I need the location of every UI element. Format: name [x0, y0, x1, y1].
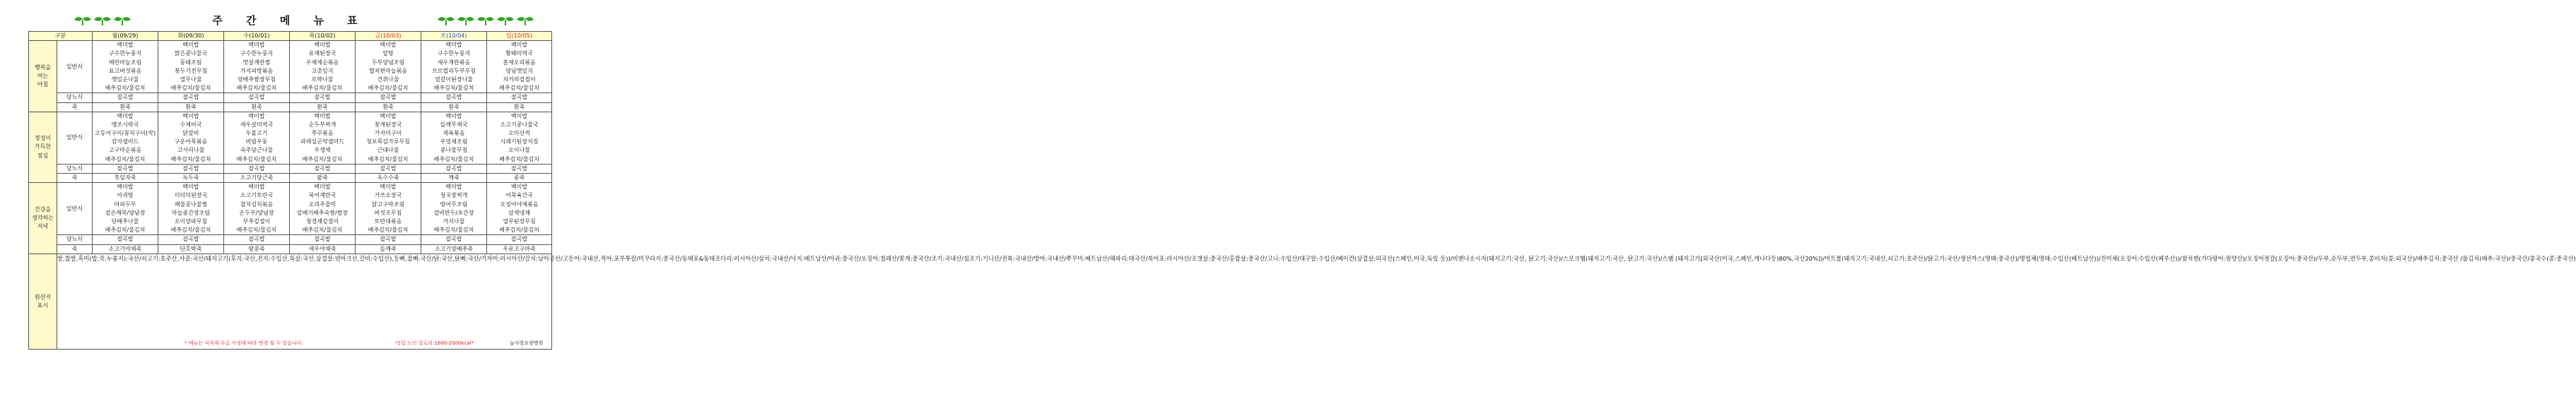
diabetic-label: 당뇨식 [57, 93, 93, 102]
porridge-cell: 들깨죽 [356, 244, 421, 254]
meal-kind-label: 일반식 [57, 112, 93, 164]
diabetic-cell: 잡곡밥 [487, 235, 552, 244]
menu-item: 감자샐러드 [111, 138, 139, 145]
porridge-row [29, 102, 552, 112]
menu-item: 마파두부 [114, 201, 136, 208]
menu-item: 배추김치/물김치 [368, 155, 409, 162]
menu-item: 청경채겉절이 [305, 218, 339, 225]
meal-main-row [29, 183, 552, 235]
porridge-row [29, 244, 552, 254]
porridge-row [29, 174, 552, 183]
menu-item: 두부양념조림 [371, 59, 405, 66]
menu-item: 배추김치/물김치 [499, 227, 539, 234]
porridge-cell: 흰죽 [356, 102, 421, 112]
menu-cell [158, 41, 224, 93]
menu-item: 배추김치/물김치 [433, 85, 474, 92]
menu-item: 어묵육간국 [505, 192, 533, 199]
menu-item: 배추김치/물김치 [170, 155, 211, 162]
menu-item: 황태미역국 [505, 50, 533, 57]
diabetic-cell: 잡곡밥 [158, 93, 224, 102]
menu-item: 훈제오리볶음 [503, 59, 536, 66]
day-header: 목(10/02) [290, 32, 356, 41]
porridge-cell: 소고기양배추죽 [421, 244, 487, 254]
menu-item: 배추김치/물김치 [499, 155, 539, 162]
menu-item: 쭈꾸볶음 [311, 130, 334, 137]
menu-item: 배추김치/물김치 [236, 155, 277, 162]
porridge-cell: 팥죽 [290, 174, 356, 183]
diabetic-cell: 잡곡밥 [356, 164, 421, 173]
menu-item: 배추김치/물김치 [170, 227, 211, 234]
day-header: 수(10/01) [224, 32, 290, 41]
calorie-note: *1일 노인 칼로리:1600-2000kcal* [395, 340, 474, 346]
menu-item: 오징어야채볶음 [500, 201, 539, 208]
day-header: 금(10/03) [356, 32, 421, 41]
menu-item: 배추김치/물김치 [170, 85, 211, 92]
menu-cell [290, 112, 356, 164]
menu-cell [487, 183, 552, 235]
menu-item: 백미밥 [445, 184, 462, 191]
diabetic-cell: 잡곡밥 [421, 93, 487, 102]
menu-item: 메란마늘조림 [108, 59, 142, 66]
sprout-icon [478, 16, 493, 25]
menu-cell [93, 41, 158, 93]
menu-item: 구수한누룽지 [108, 50, 142, 57]
meal-name: 행복을 여는 아침 [29, 41, 57, 112]
menu-item: 배추김치/물김치 [236, 227, 277, 234]
diabetic-row [29, 235, 552, 244]
footer [57, 339, 551, 349]
menu-cell [224, 112, 290, 164]
menu-cell [93, 183, 158, 235]
sprout-icon [438, 16, 454, 25]
porridge-cell: 땅콩죽 [224, 244, 290, 254]
menu-item: 우생채 [314, 147, 331, 154]
menu-item: 건취나물 [377, 76, 399, 83]
menu-item: 백미밥 [182, 184, 199, 191]
menu-item: 치커리겉절이 [503, 76, 536, 83]
menu-cell [356, 41, 421, 93]
menu-cell [421, 183, 487, 235]
diabetic-cell: 잡곡밥 [356, 93, 421, 102]
porridge-cell: 흰죽 [224, 102, 290, 112]
porridge-cell: 깨죽 [421, 174, 487, 183]
menu-item: 꽃게된장국 [374, 121, 402, 128]
diabetic-row [29, 93, 552, 102]
menu-item: 로박나물 [311, 76, 334, 83]
menu-item: 마늘종간장조림 [171, 209, 211, 216]
menu-cell [421, 41, 487, 93]
diabetic-cell: 잡곡밥 [290, 235, 356, 244]
porridge-cell: 흰죽 [158, 102, 224, 112]
menu-item: 미더덕된장국 [174, 192, 208, 199]
menu-item: 구운어묵볶음 [174, 138, 208, 145]
porridge-cell: 녹두죽 [158, 174, 224, 183]
menu-cell [158, 183, 224, 235]
menu-cell [158, 112, 224, 164]
menu-item: 청포묵김가루무침 [366, 138, 410, 145]
porridge-cell: 흑임자죽 [93, 174, 158, 183]
organization-name: 늘사랑요양병원 [510, 340, 544, 346]
day-header: 토(10/04) [421, 32, 487, 41]
menu-item: 백미밥 [510, 184, 528, 191]
menu-item: 백미밥 [117, 42, 134, 49]
sprout-decoration-right [438, 16, 533, 25]
porridge-cell: 새우야채죽 [290, 244, 356, 254]
menu-item: 우엉채조림 [440, 138, 468, 145]
diabetic-cell: 잡곡밥 [158, 235, 224, 244]
menu-item: 양념깻잎지 [505, 67, 533, 74]
porridge-cell: 콩죽 [487, 174, 552, 183]
diabetic-cell: 잡곡밥 [224, 93, 290, 102]
menu-item: 제육볶음 [443, 130, 465, 137]
menu-item: 우채제순볶음 [305, 59, 339, 66]
menu-item: 수제비국 [180, 121, 202, 128]
menu-item: 표고버섯볶음 [108, 67, 142, 74]
header-corner: 구분 [29, 32, 93, 41]
porridge-cell: 단호박죽 [158, 244, 224, 254]
menu-item: 동태조림 [180, 59, 202, 66]
menu-item: 유채된장국 [308, 50, 336, 57]
menu-item: 깻잎순나물 [111, 76, 139, 83]
menu-item: 갈비만두/초간장 [433, 209, 474, 216]
menu-cell [290, 183, 356, 235]
menu-item: 열무나물 [180, 76, 202, 83]
menu-item: 오리주물럭 [308, 201, 336, 208]
menu-item: 아귀탕 [117, 192, 134, 199]
porridge-cell: 흰죽 [93, 102, 158, 112]
porridge-cell: 흰죽 [487, 102, 552, 112]
porridge-cell: 우유고구마죽 [487, 244, 552, 254]
menu-item: 단배추나물 [111, 218, 139, 225]
menu-item: 배추김치/물김치 [302, 155, 343, 162]
menu-cell [290, 41, 356, 93]
menu-item: 오이나물 [508, 147, 530, 154]
menu-item: 배추김치/물김치 [105, 155, 146, 162]
menu-item: 백미밥 [182, 42, 199, 49]
menu-item: 고춧잎지 [311, 67, 334, 74]
menu-item: 배추김치/물김치 [499, 85, 539, 92]
menu-item: 가쓰오장국 [374, 192, 402, 199]
menu-item: 소고기콩나물국 [500, 121, 539, 128]
menu-item: 오미산적 [508, 130, 530, 137]
menu-item: 소고기토란국 [240, 192, 274, 199]
diabetic-label: 당뇨식 [57, 164, 93, 173]
menu-item: 백미밥 [248, 42, 265, 49]
meal-name: 건강을 생각하는 저녁 [29, 183, 57, 254]
diabetic-cell: 잡곡밥 [290, 164, 356, 173]
menu-cell [93, 112, 158, 164]
porridge-cell: 흰죽 [290, 102, 356, 112]
sprout-icon [498, 16, 513, 25]
diabetic-cell: 잡곡밥 [290, 93, 356, 102]
diabetic-cell: 잡곡밥 [421, 235, 487, 244]
diabetic-cell: 잡곡밥 [158, 164, 224, 173]
menu-item: 맑은콩나물국 [174, 50, 208, 57]
menu-item: 알탕 [382, 50, 394, 57]
diabetic-cell: 잡곡밥 [224, 235, 290, 244]
menu-item: 백미밥 [314, 112, 331, 119]
menu-item: 백미밥 [510, 112, 528, 119]
menu-item: 배추김치/물김치 [236, 85, 277, 92]
menu-item: 배추김치/물김치 [302, 227, 343, 234]
menu-item: 가지피망볶음 [240, 67, 274, 74]
menu-item: 백미밥 [314, 184, 331, 191]
sprout-icon [517, 16, 533, 25]
meal-kind-label: 일반식 [57, 183, 93, 235]
porridge-cell: 옥수수죽 [356, 174, 421, 183]
menu-item: 백미밥 [510, 42, 528, 49]
menu-item: 백미밥 [314, 42, 331, 49]
menu-cell [224, 41, 290, 93]
menu-item: 청국장찌개 [440, 192, 468, 199]
menu-item: 부추겉절이 [242, 218, 271, 225]
menu-item: 백미밥 [248, 184, 265, 191]
menu-item: 해물콩나물찜 [174, 201, 208, 208]
menu-item: 찹치김치볶음 [240, 201, 274, 208]
origin-text-body: 쌀,찹쌀,흑미(밥,죽,누룽지):국산/쇠고기:호주산,사골:국산/돼지고기(후지:국산,전지:수입산,목살:국산,삼겹살:덴마크산,갈비:수입산),등뼈,잡뼈:국산/닭:국산,닭뼈:국산/가자미:러시아산/갈치:남아공산/고등어:국내산,적어:포루투칼/미꾸라지:중국산/동태포&동태조다리:러시아산/삼치:국내산/낙지:베트남산/아귀:중국산/오징어:칠레산/꽃게:중국산/조기:국내산/침조기:기니산/전복:국내산/방어:국내산/쭈꾸미:베트남산/해파리:태국산/북어포:러시아산/조갯살:중국산/홍합살:중국산/고니:수입산/대구알:수입산/베이컨(삼겹살:외국산(스페인,미국,독일 등))/비엔나소시지(돼지고기:국산, 닭고기:국산)/스모크햄(돼지고기:국산, 닭고기:국산)/스팸 (돼지고기[외국산(미국,스페인,캐나다등)80%,국산20%])/미트볼(돼지고기:국내산,쇠고기:호주산)/닭고기:국산/생선까스(명태:중국산)/명엽채(명태:수입산(베트남산))/진미채(오징어:수입산(페루산))/참치캔(가다랑어:원양산)/오징어젓갈(오징어:중국산)/두부,순두부,연두부,콩비지(콩:외국산)/배추김치:중국산 /물김치(배추:국산)/중국산/콩국수(콩:중국산) [57, 254, 2576, 262]
menu-item: 배추김치/물김치 [368, 85, 409, 92]
menu-item: 얼갈이된장나물 [434, 76, 474, 83]
menu-change-note: * 메뉴는 식자재 수급 사정에 따라 변경 될 수 있습니다. [185, 340, 303, 346]
menu-item: 삼색냉채 [508, 209, 530, 216]
menu-item: 가지나물 [443, 218, 465, 225]
menu-item: 백미밥 [248, 112, 265, 119]
menu-item: 들깨무채국 [440, 121, 468, 128]
day-header: 월(09/29) [93, 32, 158, 41]
origin-label: 원산지 표시 [29, 254, 57, 349]
menu-item: 백미밥 [380, 184, 397, 191]
menu-item: 새우계란볶음 [437, 59, 471, 66]
menu-item: 가자미구이 [374, 130, 402, 137]
menu-item: 알배기배추숙쌈/쌈장 [296, 209, 349, 216]
diabetic-cell: 잡곡밥 [487, 93, 552, 102]
origin-row [29, 254, 552, 349]
diabetic-cell: 잡곡밥 [93, 164, 158, 173]
porridge-cell: 소고기야채죽 [93, 244, 158, 254]
menu-item: 검은깨묵/양념장 [105, 209, 146, 216]
weekly-menu-table [28, 31, 2576, 350]
sprout-icon [458, 16, 474, 25]
menu-item: 파래실곤약샐러드 [300, 138, 344, 145]
day-header: 화(09/30) [158, 32, 224, 41]
menu-item: 고사리나물 [177, 147, 205, 154]
page-title: 주 간 메 뉴 표 [212, 14, 368, 27]
porridge-label: 죽 [57, 174, 93, 183]
menu-item: 오이양파무침 [174, 218, 208, 225]
meal-main-row [29, 41, 552, 93]
page-header [28, 11, 551, 30]
menu-item: 숙주당근나물 [240, 147, 274, 154]
menu-item: 백미밥 [380, 112, 397, 119]
diabetic-cell: 잡곡밥 [93, 93, 158, 102]
menu-item: 맛살계란찜 [242, 59, 271, 66]
day-header: 일(10/05) [487, 32, 552, 41]
origin-text [57, 254, 2576, 349]
diabetic-cell: 잡곡밥 [487, 164, 552, 173]
menu-item: 백미밥 [117, 112, 134, 119]
diabetic-cell: 잡곡밥 [421, 164, 487, 173]
menu-item: 고등어구이/꽁치구이(작) [94, 130, 156, 137]
menu-item: 구수한누룽지 [240, 50, 274, 57]
menu-item: 백미밥 [117, 184, 134, 191]
menu-item: 양배추쌈장무침 [237, 76, 276, 83]
header-row [29, 32, 552, 41]
menu-item: 백미밥 [182, 112, 199, 119]
meal-kind-label: 일반식 [57, 41, 93, 93]
menu-item: 버섯조무침 [374, 209, 402, 216]
diabetic-cell: 잡곡밥 [224, 164, 290, 173]
menu-cell [356, 112, 421, 164]
porridge-label: 죽 [57, 244, 93, 254]
menu-item: 배추김치/물김치 [433, 155, 474, 162]
menu-item: 비빔우동 [245, 138, 268, 145]
menu-item: 우볼고기 [245, 130, 268, 137]
menu-item: 배추김치/물김치 [105, 85, 146, 92]
menu-item: 근대나물 [377, 147, 399, 154]
menu-item: 배추김치/물김치 [433, 227, 474, 234]
menu-item: 온두부/양념장 [239, 209, 274, 216]
meal-main-row [29, 112, 552, 164]
menu-item: 배추김치/물김치 [302, 85, 343, 92]
menu-item: 백미밥 [445, 112, 462, 119]
menu-item: 구수한누룽지 [437, 50, 471, 57]
meal-name: 정성이 가득한 점심 [29, 112, 57, 183]
menu-item: 닭갈비 [182, 130, 199, 137]
menu-item: 고구마순볶음 [108, 147, 142, 154]
menu-cell [487, 41, 552, 93]
diabetic-cell: 잡곡밥 [93, 235, 158, 244]
diabetic-cell: 잡곡밥 [356, 235, 421, 244]
menu-cell [487, 112, 552, 164]
menu-item: 브로컬리두부무침 [432, 67, 476, 74]
diabetic-row [29, 164, 552, 173]
porridge-cell: 소고기당근죽 [224, 174, 290, 183]
menu-item: 콩나물무침 [440, 147, 468, 154]
menu-item: 백미밥 [380, 42, 397, 49]
porridge-cell: 흰죽 [421, 102, 487, 112]
menu-item: 순두부찌개 [308, 121, 336, 128]
menu-item: 배추김치/물김치 [105, 227, 146, 234]
menu-item: 백미밥 [445, 42, 462, 49]
menu-item: 멸치편마늘볶음 [368, 67, 408, 74]
menu-cell [356, 183, 421, 235]
menu-item: 닭고구마조림 [371, 201, 405, 208]
menu-item: 시래기된장지짐 [500, 138, 539, 145]
menu-item: 토란대볶음 [374, 218, 402, 225]
menu-item: 배추김치/물김치 [368, 227, 409, 234]
diabetic-label: 당뇨식 [57, 235, 93, 244]
menu-item: 맹조시락국 [111, 121, 139, 128]
menu-item: 방어무조림 [440, 201, 468, 208]
menu-item: 새우살미역국 [240, 121, 274, 128]
menu-item: 북어계란국 [308, 192, 336, 199]
menu-item: 열무된장무침 [503, 218, 536, 225]
menu-item: 꽃두기전무침 [174, 67, 208, 74]
porridge-label: 죽 [57, 102, 93, 112]
menu-cell [421, 112, 487, 164]
menu-cell [224, 183, 290, 235]
